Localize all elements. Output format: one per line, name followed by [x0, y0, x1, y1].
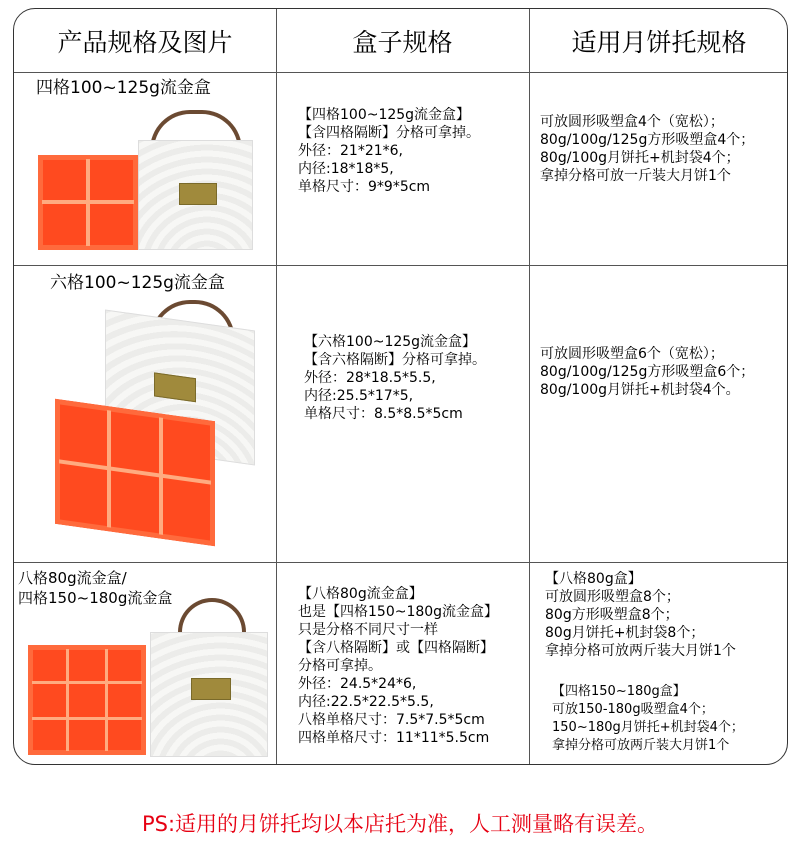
title-line: 八格80g流金盒/ — [18, 569, 127, 587]
gold-plaque — [191, 678, 231, 700]
tray-divider — [32, 681, 142, 684]
product-title — [18, 568, 172, 608]
header-tray-spec: 适用月饼托规格 — [571, 28, 747, 57]
spec-line: 【含四格隔断】分格可拿掉。 — [298, 125, 480, 141]
tray-divider — [42, 200, 134, 204]
tray-spec — [540, 345, 754, 399]
spec-line: 80g/100g/125g方形吸塑盒6个； — [540, 364, 755, 380]
gift-box — [138, 140, 253, 250]
spec-line: 内径:22.5*22.5*5.5, — [298, 694, 434, 710]
spec-line: 【四格150~180g盒】 — [552, 684, 686, 699]
gold-plaque — [154, 372, 196, 402]
spec-line: 150~180g月饼托+机封袋4个； — [552, 720, 744, 735]
title-line: 四格150~180g流金盒 — [18, 589, 173, 607]
orange-tray — [55, 399, 215, 546]
column-divider — [529, 9, 530, 764]
spec-line: 可放圆形吸塑盒8个； — [545, 589, 680, 605]
gold-plaque — [179, 183, 217, 205]
product-title: 六格100~125g流金盒 — [50, 273, 225, 293]
spec-line: 内径:18*18*5, — [298, 161, 394, 177]
spec-line: 外径：24.5*24*6, — [298, 676, 417, 692]
row-divider — [14, 72, 787, 73]
footer-note: PS:适用的月饼托均以本店托为准，人工测量略有误差。 — [141, 812, 659, 836]
orange-tray — [38, 155, 138, 250]
spec-line: 分格可拿掉。 — [298, 658, 382, 674]
gift-box — [150, 632, 268, 757]
tray-divider — [105, 649, 108, 751]
spec-line: 【八格80g盒】 — [545, 571, 642, 587]
spec-line: 【含六格隔断】分格可拿掉。 — [304, 352, 486, 368]
spec-line: 拿掉分格可放一斤装大月饼1个 — [540, 168, 731, 184]
tray-spec — [540, 113, 754, 185]
spec-line: 单格尺寸：8.5*8.5*5cm — [304, 406, 463, 422]
tray-spec — [552, 683, 744, 755]
spec-line: 外径：28*18.5*5.5, — [304, 370, 436, 386]
tray-spec — [545, 570, 736, 660]
spec-line: 【八格80g流金盒】 — [298, 586, 423, 602]
tray-divider — [59, 459, 211, 484]
spec-line: 外径：21*21*6, — [298, 143, 403, 159]
spec-line: 80g/100g月饼托+机封袋4个。 — [540, 382, 740, 398]
spec-line: 【六格100~125g流金盒】 — [304, 334, 477, 350]
spec-line: 八格单格尺寸：7.5*7.5*5cm — [298, 712, 485, 728]
spec-line: 拿掉分格可放两斤装大月饼1个 — [552, 738, 730, 753]
spec-line: 单格尺寸：9*9*5cm — [298, 179, 431, 195]
spec-line: 80g月饼托+机封袋8个； — [545, 625, 705, 641]
box-spec — [304, 333, 486, 423]
header-box-spec: 盒子规格 — [352, 28, 453, 57]
spec-line: 【含八格隔断】或【四格隔断】 — [298, 640, 494, 656]
spec-line: 80g方形吸塑盒8个； — [545, 607, 679, 623]
spec-line: 80g/100g/125g方形吸塑盒4个； — [540, 132, 755, 148]
product-title: 四格100~125g流金盒 — [36, 78, 211, 98]
row-divider — [14, 562, 787, 563]
spec-line: 也是【四格150~180g流金盒】 — [298, 604, 499, 620]
tray-divider — [32, 717, 142, 720]
orange-tray — [28, 645, 146, 755]
box-spec — [298, 585, 498, 747]
spec-line: 只是分格不同尺寸一样 — [298, 622, 438, 638]
spec-line: 拿掉分格可放两斤装大月饼1个 — [545, 643, 736, 659]
spec-line: 可放150-180g吸塑盒4个； — [552, 702, 714, 717]
spec-line: 可放圆形吸塑盒6个（宽松）； — [540, 346, 724, 362]
tray-divider — [66, 649, 69, 751]
row-divider — [14, 265, 787, 266]
spec-line: 内径:25.5*17*5, — [304, 388, 414, 404]
spec-line: 可放圆形吸塑盒4个（宽松）； — [540, 114, 724, 130]
column-divider — [276, 9, 277, 764]
spec-line: 四格单格尺寸：11*11*5.5cm — [298, 730, 490, 746]
header-product: 产品规格及图片 — [57, 28, 233, 57]
box-spec — [298, 106, 480, 196]
spec-line: 80g/100g月饼托+机封袋4个； — [540, 150, 740, 166]
spec-line: 【四格100~125g流金盒】 — [298, 107, 471, 123]
